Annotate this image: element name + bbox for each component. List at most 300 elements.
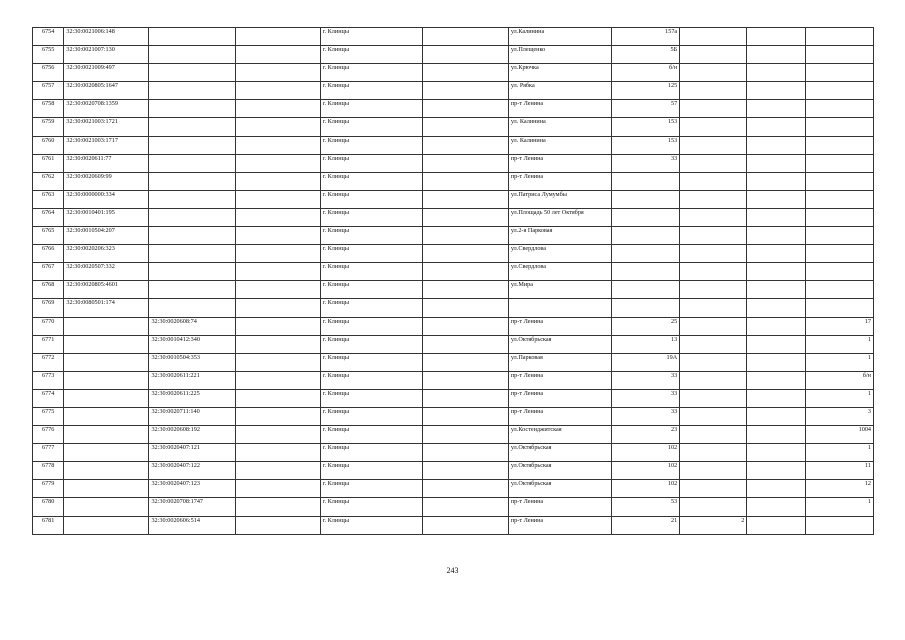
row-number-cell: 6771 [33, 335, 64, 353]
house-number-cell [611, 208, 679, 226]
cadastral-number-2-cell [149, 299, 235, 317]
cadastral-number-2-cell: 32:30:0020608:74 [149, 317, 235, 335]
cadastral-number-cell: 32:30:0020507:332 [64, 263, 149, 281]
city-cell: г. Клинцы [320, 190, 422, 208]
row-number-cell: 6777 [33, 444, 64, 462]
row-number-cell: 6755 [33, 46, 64, 64]
house-number-cell: 153 [611, 136, 679, 154]
empty-cell [235, 389, 320, 407]
empty-cell [422, 498, 508, 516]
empty-cell [422, 227, 508, 245]
table-row [33, 462, 874, 480]
row-number-cell: 6772 [33, 353, 64, 371]
apartment-cell: 1 [805, 335, 873, 353]
apartment-cell [805, 516, 873, 534]
empty-cell [747, 335, 805, 353]
building-cell [680, 281, 747, 299]
cadastral-number-2-cell: 32:30:0010412:340 [149, 335, 235, 353]
page-number: 243 [446, 566, 459, 575]
cadastral-number-2-cell: 32:30:0020407:122 [149, 462, 235, 480]
table-row [33, 190, 874, 208]
city-cell: г. Клинцы [320, 498, 422, 516]
street-cell: ул.Свердлова [508, 263, 611, 281]
building-cell [680, 444, 747, 462]
city-cell: г. Клинцы [320, 263, 422, 281]
house-number-cell: 33 [611, 154, 679, 172]
row-number-cell: 6776 [33, 426, 64, 444]
empty-cell [747, 462, 805, 480]
building-cell [680, 426, 747, 444]
street-cell: пр-т Ленина [508, 407, 611, 425]
house-number-cell [611, 245, 679, 263]
street-cell: ул.Костенджитская [508, 426, 611, 444]
house-number-cell [611, 281, 679, 299]
street-cell: пр-т Ленина [508, 498, 611, 516]
cadastral-number-2-cell: 32:30:0020611:221 [149, 371, 235, 389]
apartment-cell [805, 28, 873, 46]
city-cell: г. Клинцы [320, 444, 422, 462]
table-row [33, 46, 874, 64]
street-cell: ул.Парковая [508, 353, 611, 371]
table-row [33, 82, 874, 100]
cadastral-number-cell: 32:30:0020609:99 [64, 172, 149, 190]
house-number-cell: 57 [611, 100, 679, 118]
city-cell: г. Клинцы [320, 118, 422, 136]
row-number-cell: 6769 [33, 299, 64, 317]
row-number-cell: 6775 [33, 407, 64, 425]
building-cell [680, 353, 747, 371]
building-cell [680, 64, 747, 82]
empty-cell [422, 281, 508, 299]
house-number-cell: 13 [611, 335, 679, 353]
row-number-cell: 6754 [33, 28, 64, 46]
city-cell: г. Клинцы [320, 64, 422, 82]
empty-cell [747, 299, 805, 317]
apartment-cell: 1004 [805, 426, 873, 444]
empty-cell [422, 64, 508, 82]
row-number-cell: 6760 [33, 136, 64, 154]
empty-cell [235, 136, 320, 154]
empty-cell [235, 118, 320, 136]
cadastral-number-2-cell [149, 263, 235, 281]
street-cell: ул.Октябрьская [508, 462, 611, 480]
empty-cell [422, 82, 508, 100]
cadastral-number-cell [64, 426, 149, 444]
row-number-cell: 6767 [33, 263, 64, 281]
row-number-cell: 6770 [33, 317, 64, 335]
street-cell: пр-т Ленина [508, 371, 611, 389]
house-number-cell: 102 [611, 444, 679, 462]
street-cell: ул.Крючка [508, 64, 611, 82]
house-number-cell: 102 [611, 462, 679, 480]
cadastral-number-2-cell: 32:30:0020708:1747 [149, 498, 235, 516]
street-cell: пр-т Ленина [508, 100, 611, 118]
building-cell [680, 389, 747, 407]
row-number-cell: 6768 [33, 281, 64, 299]
empty-cell [422, 299, 508, 317]
empty-cell [235, 245, 320, 263]
cadastral-number-cell: 32:30:0010504:207 [64, 227, 149, 245]
empty-cell [747, 190, 805, 208]
row-number-cell: 6778 [33, 462, 64, 480]
city-cell: г. Клинцы [320, 480, 422, 498]
apartment-cell: 1 [805, 353, 873, 371]
row-number-cell: 6758 [33, 100, 64, 118]
cadastral-number-cell: 32:30:0021009:497 [64, 64, 149, 82]
empty-cell [235, 353, 320, 371]
apartment-cell [805, 299, 873, 317]
cadastral-number-2-cell [149, 190, 235, 208]
empty-cell [422, 172, 508, 190]
row-number-cell: 6773 [33, 371, 64, 389]
apartment-cell: 1 [805, 498, 873, 516]
empty-cell [422, 353, 508, 371]
cadastral-number-cell [64, 444, 149, 462]
cadastral-number-cell: 32:30:0020805:4601 [64, 281, 149, 299]
house-number-cell: 33 [611, 389, 679, 407]
empty-cell [747, 64, 805, 82]
street-cell: ул.Октябрьская [508, 480, 611, 498]
row-number-cell: 6762 [33, 172, 64, 190]
house-number-cell: 102 [611, 480, 679, 498]
building-cell [680, 462, 747, 480]
street-cell: ул.2-я Парковая [508, 227, 611, 245]
city-cell: г. Клинцы [320, 28, 422, 46]
building-cell [680, 46, 747, 64]
building-cell [680, 154, 747, 172]
empty-cell [235, 263, 320, 281]
row-number-cell: 6759 [33, 118, 64, 136]
building-cell [680, 245, 747, 263]
table-row [33, 64, 874, 82]
empty-cell [235, 154, 320, 172]
table-row [33, 516, 874, 534]
city-cell: г. Клинцы [320, 46, 422, 64]
empty-cell [747, 28, 805, 46]
cadastral-number-2-cell: 32:30:0010504:353 [149, 353, 235, 371]
street-cell [508, 299, 611, 317]
table-row [33, 335, 874, 353]
empty-cell [235, 426, 320, 444]
table-row [33, 498, 874, 516]
empty-cell [747, 227, 805, 245]
table-row [33, 172, 874, 190]
city-cell: г. Клинцы [320, 426, 422, 444]
empty-cell [747, 46, 805, 64]
empty-cell [422, 516, 508, 534]
empty-cell [235, 227, 320, 245]
empty-cell [235, 28, 320, 46]
cadastral-number-cell: 32:30:0021007:130 [64, 46, 149, 64]
table-row [33, 28, 874, 46]
building-cell [680, 371, 747, 389]
table-row [33, 281, 874, 299]
row-number-cell: 6780 [33, 498, 64, 516]
building-cell [680, 100, 747, 118]
house-number-cell: 5Б [611, 46, 679, 64]
empty-cell [747, 245, 805, 263]
cadastral-number-2-cell [149, 100, 235, 118]
city-cell: г. Клинцы [320, 154, 422, 172]
cadastral-number-cell [64, 371, 149, 389]
apartment-cell: 12 [805, 480, 873, 498]
cadastral-number-cell: 32:30:0010401:195 [64, 208, 149, 226]
street-cell: пр-т Ленина [508, 172, 611, 190]
apartment-cell [805, 227, 873, 245]
cadastral-number-cell: 32:30:0080501:174 [64, 299, 149, 317]
empty-cell [235, 335, 320, 353]
building-cell [680, 172, 747, 190]
cadastral-number-2-cell [149, 46, 235, 64]
cadastral-number-2-cell [149, 227, 235, 245]
empty-cell [235, 100, 320, 118]
cadastral-number-cell [64, 516, 149, 534]
empty-cell [747, 444, 805, 462]
table-row [33, 100, 874, 118]
street-cell: ул. Калинина [508, 136, 611, 154]
table-row [33, 389, 874, 407]
cadastral-number-2-cell [149, 172, 235, 190]
empty-cell [235, 190, 320, 208]
cadastral-number-2-cell [149, 281, 235, 299]
empty-cell [747, 136, 805, 154]
city-cell: г. Клинцы [320, 389, 422, 407]
table-row [33, 426, 874, 444]
apartment-cell: 1 [805, 389, 873, 407]
house-number-cell: 33 [611, 407, 679, 425]
cadastral-number-cell: 32:30:0020611:77 [64, 154, 149, 172]
empty-cell [747, 498, 805, 516]
house-number-cell: 53 [611, 498, 679, 516]
empty-cell [747, 82, 805, 100]
table-row [33, 317, 874, 335]
cadastral-number-2-cell [149, 136, 235, 154]
table-row [33, 208, 874, 226]
cadastral-number-2-cell [149, 154, 235, 172]
city-cell: г. Клинцы [320, 172, 422, 190]
street-cell: ул.Калинина [508, 28, 611, 46]
apartment-cell: 17 [805, 317, 873, 335]
empty-cell [747, 154, 805, 172]
empty-cell [235, 444, 320, 462]
apartment-cell [805, 281, 873, 299]
empty-cell [422, 118, 508, 136]
street-cell: ул.Мира [508, 281, 611, 299]
empty-cell [422, 389, 508, 407]
empty-cell [235, 480, 320, 498]
city-cell: г. Клинцы [320, 317, 422, 335]
empty-cell [235, 172, 320, 190]
table-row [33, 480, 874, 498]
apartment-cell [805, 263, 873, 281]
building-cell [680, 190, 747, 208]
cadastral-number-cell [64, 389, 149, 407]
cadastral-number-2-cell: 32:30:0020606:514 [149, 516, 235, 534]
cadastral-number-2-cell: 32:30:0020611:225 [149, 389, 235, 407]
street-cell: пр-т Ленина [508, 516, 611, 534]
empty-cell [422, 335, 508, 353]
cadastral-number-2-cell [149, 118, 235, 136]
street-cell: ул.Патриса Лумумбы [508, 190, 611, 208]
table-row [33, 245, 874, 263]
row-number-cell: 6757 [33, 82, 64, 100]
empty-cell [422, 245, 508, 263]
cadastral-number-2-cell [149, 64, 235, 82]
cadastral-number-cell [64, 462, 149, 480]
street-cell: ул. Калинина [508, 118, 611, 136]
empty-cell [422, 46, 508, 64]
house-number-cell: 25 [611, 317, 679, 335]
empty-cell [747, 389, 805, 407]
empty-cell [235, 281, 320, 299]
building-cell [680, 28, 747, 46]
building-cell: 2 [680, 516, 747, 534]
empty-cell [422, 317, 508, 335]
city-cell: г. Клинцы [320, 281, 422, 299]
house-number-cell [611, 299, 679, 317]
row-number-cell: 6781 [33, 516, 64, 534]
empty-cell [422, 100, 508, 118]
house-number-cell: 19А [611, 353, 679, 371]
street-cell: ул. Рябка [508, 82, 611, 100]
apartment-cell: 1 [805, 444, 873, 462]
city-cell: г. Клинцы [320, 516, 422, 534]
apartment-cell [805, 100, 873, 118]
empty-cell [422, 208, 508, 226]
empty-cell [235, 516, 320, 534]
cadastral-number-2-cell: 32:30:0020608:192 [149, 426, 235, 444]
apartment-cell [805, 245, 873, 263]
apartment-cell [805, 118, 873, 136]
building-cell [680, 118, 747, 136]
cadastral-number-cell: 32:30:0021003:1717 [64, 136, 149, 154]
empty-cell [235, 208, 320, 226]
apartment-cell [805, 208, 873, 226]
building-cell [680, 136, 747, 154]
empty-cell [422, 154, 508, 172]
house-number-cell: 153 [611, 118, 679, 136]
apartment-cell [805, 154, 873, 172]
empty-cell [747, 118, 805, 136]
cadastral-number-cell [64, 407, 149, 425]
city-cell: г. Клинцы [320, 82, 422, 100]
row-number-cell: 6779 [33, 480, 64, 498]
street-cell: пр-т Ленина [508, 317, 611, 335]
city-cell: г. Клинцы [320, 136, 422, 154]
cadastral-number-cell: 32:30:0000000:334 [64, 190, 149, 208]
row-number-cell: 6761 [33, 154, 64, 172]
cadastral-number-2-cell: 32:30:0020407:123 [149, 480, 235, 498]
table-row [33, 118, 874, 136]
table-row [33, 227, 874, 245]
empty-cell [235, 299, 320, 317]
street-cell: пр-т Ленина [508, 154, 611, 172]
table-row [33, 444, 874, 462]
city-cell: г. Клинцы [320, 353, 422, 371]
empty-cell [235, 46, 320, 64]
cadastral-number-cell: 32:30:0020206:323 [64, 245, 149, 263]
city-cell: г. Клинцы [320, 100, 422, 118]
city-cell: г. Клинцы [320, 407, 422, 425]
building-cell [680, 82, 747, 100]
apartment-cell [805, 136, 873, 154]
city-cell: г. Клинцы [320, 208, 422, 226]
cadastral-number-2-cell [149, 28, 235, 46]
empty-cell [235, 371, 320, 389]
row-number-cell: 6756 [33, 64, 64, 82]
empty-cell [422, 371, 508, 389]
house-number-cell [611, 190, 679, 208]
building-cell [680, 227, 747, 245]
empty-cell [235, 317, 320, 335]
street-cell: ул.Свердлова [508, 245, 611, 263]
apartment-cell: 11 [805, 462, 873, 480]
table-row [33, 371, 874, 389]
building-cell [680, 299, 747, 317]
house-number-cell: 157а [611, 28, 679, 46]
apartment-cell [805, 64, 873, 82]
empty-cell [747, 407, 805, 425]
building-cell [680, 480, 747, 498]
cadastral-number-cell: 32:30:0021003:1721 [64, 118, 149, 136]
empty-cell [747, 172, 805, 190]
empty-cell [422, 407, 508, 425]
row-number-cell: 6766 [33, 245, 64, 263]
cadastral-number-cell [64, 480, 149, 498]
table-row [33, 407, 874, 425]
house-number-cell: 23 [611, 426, 679, 444]
cadastral-number-cell: 32:30:0021006:148 [64, 28, 149, 46]
empty-cell [235, 64, 320, 82]
house-number-cell: 33 [611, 371, 679, 389]
empty-cell [747, 100, 805, 118]
apartment-cell [805, 172, 873, 190]
city-cell: г. Клинцы [320, 462, 422, 480]
empty-cell [422, 263, 508, 281]
table-row [33, 136, 874, 154]
empty-cell [747, 281, 805, 299]
building-cell [680, 208, 747, 226]
house-number-cell: 21 [611, 516, 679, 534]
empty-cell [747, 480, 805, 498]
table-row [33, 154, 874, 172]
empty-cell [747, 317, 805, 335]
empty-cell [235, 462, 320, 480]
table-row [33, 263, 874, 281]
cadastral-number-cell [64, 498, 149, 516]
street-cell: ул.Октябрьская [508, 444, 611, 462]
empty-cell [235, 498, 320, 516]
empty-cell [422, 480, 508, 498]
cadastral-number-cell: 32:30:0020708:1359 [64, 100, 149, 118]
city-cell: г. Клинцы [320, 335, 422, 353]
house-number-cell [611, 227, 679, 245]
house-number-cell: б/н [611, 64, 679, 82]
table-row [33, 353, 874, 371]
building-cell [680, 335, 747, 353]
empty-cell [747, 208, 805, 226]
cadastral-number-cell [64, 353, 149, 371]
cadastral-number-2-cell [149, 208, 235, 226]
empty-cell [747, 371, 805, 389]
street-cell: ул.Октябрьская [508, 335, 611, 353]
cadastral-number-2-cell: 32:30:0020407:121 [149, 444, 235, 462]
row-number-cell: 6764 [33, 208, 64, 226]
empty-cell [747, 263, 805, 281]
cadastral-number-cell [64, 317, 149, 335]
cadastral-number-cell [64, 335, 149, 353]
apartment-cell [805, 46, 873, 64]
